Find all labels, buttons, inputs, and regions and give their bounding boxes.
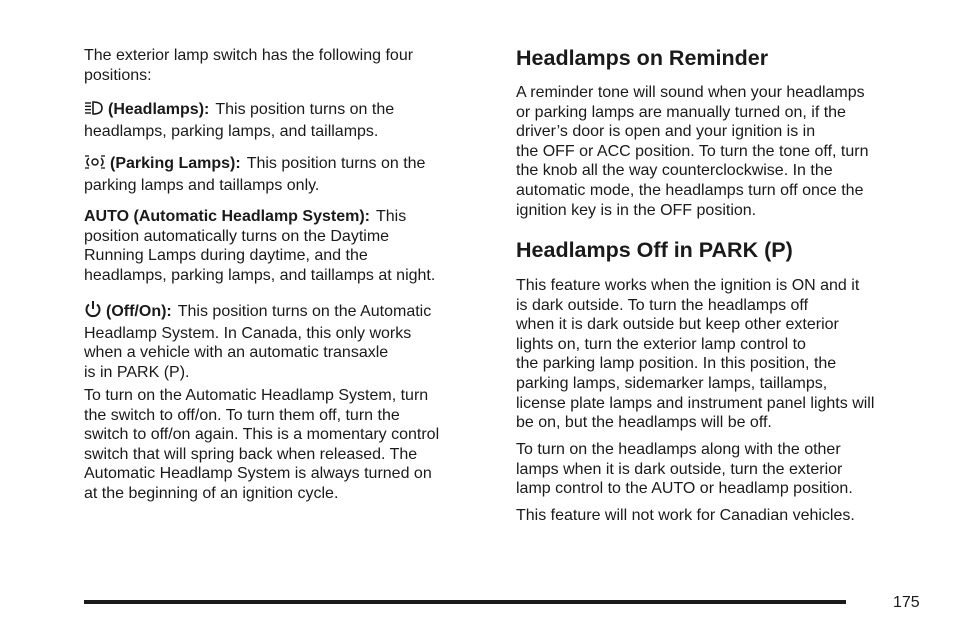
- footer-rule: [84, 600, 846, 604]
- auto-paragraph: AUTO (Automatic Headlamp System): This position automatically turns on the Daytime Running Lamps during daytime, and the headlamps, parking lamps, and taillamps at night.: [84, 208, 436, 284]
- headlamp-icon: [84, 100, 104, 122]
- off-on-label: (Off/On):: [106, 303, 172, 320]
- park-heading: Headlamps Off in PARK (P): [516, 238, 793, 262]
- headlamps-paragraph: (Headlamps): This position turns on the headlamps, parking lamps, and taillamps.: [84, 101, 395, 140]
- auto-label: AUTO (Automatic Headlamp System):: [84, 208, 370, 225]
- park-paragraph: This feature works when the ignition is ON and it is dark outside. To turn the headlamps off when it is dark outside but keep other exterior lights on, turn the exterior lamp control to the parking lamp position. In this position, the parking lamps, sidemarker lamps, taillamps, license plate lamps and instrument panel lights will be on, but the headlamps will be off.: [516, 277, 875, 432]
- turn-on-paragraph: To turn on the Automatic Headlamp System, turn the switch to off/on. To turn them off, turn the switch to off/on again. This is a momentary control switch that will spring back when released. The Automatic Headlamp System is always turned on at the beginning of an ignition cycle.: [84, 387, 440, 502]
- power-icon: [84, 300, 102, 324]
- parking-lamps-label: (Parking Lamps):: [110, 155, 241, 172]
- reminder-heading: Headlamps on Reminder: [516, 46, 769, 70]
- canadian-paragraph: This feature will not work for Canadian vehicles.: [516, 507, 855, 524]
- page-number: 175: [893, 594, 920, 611]
- parking-lamp-icon: [84, 154, 106, 176]
- along-paragraph: To turn on the headlamps along with the other lamps when it is dark outside, turn the exterior lamp control to the AUTO or headlamp position.: [516, 441, 853, 498]
- headlamps-label: (Headlamps):: [108, 101, 210, 118]
- parking-lamps-paragraph: (Parking Lamps): This position turns on the parking lamps and taillamps only.: [84, 155, 426, 194]
- intro-paragraph: The exterior lamp switch has the following four positions:: [84, 47, 414, 84]
- off-on-paragraph: (Off/On): This position turns on the Automatic Headlamp System. In Canada, this only works when a vehicle with an automatic transaxle is in PARK (P).: [84, 300, 488, 382]
- reminder-paragraph: A reminder tone will sound when your headlamps or parking lamps are manually turned on, if the driver’s door is open and your ignition is in the OFF or ACC position. To turn the tone off, turn the knob all the way counterclockwise. In the automatic mode, the headlamps turn off once the ignition key is in the OFF position.: [516, 84, 869, 219]
